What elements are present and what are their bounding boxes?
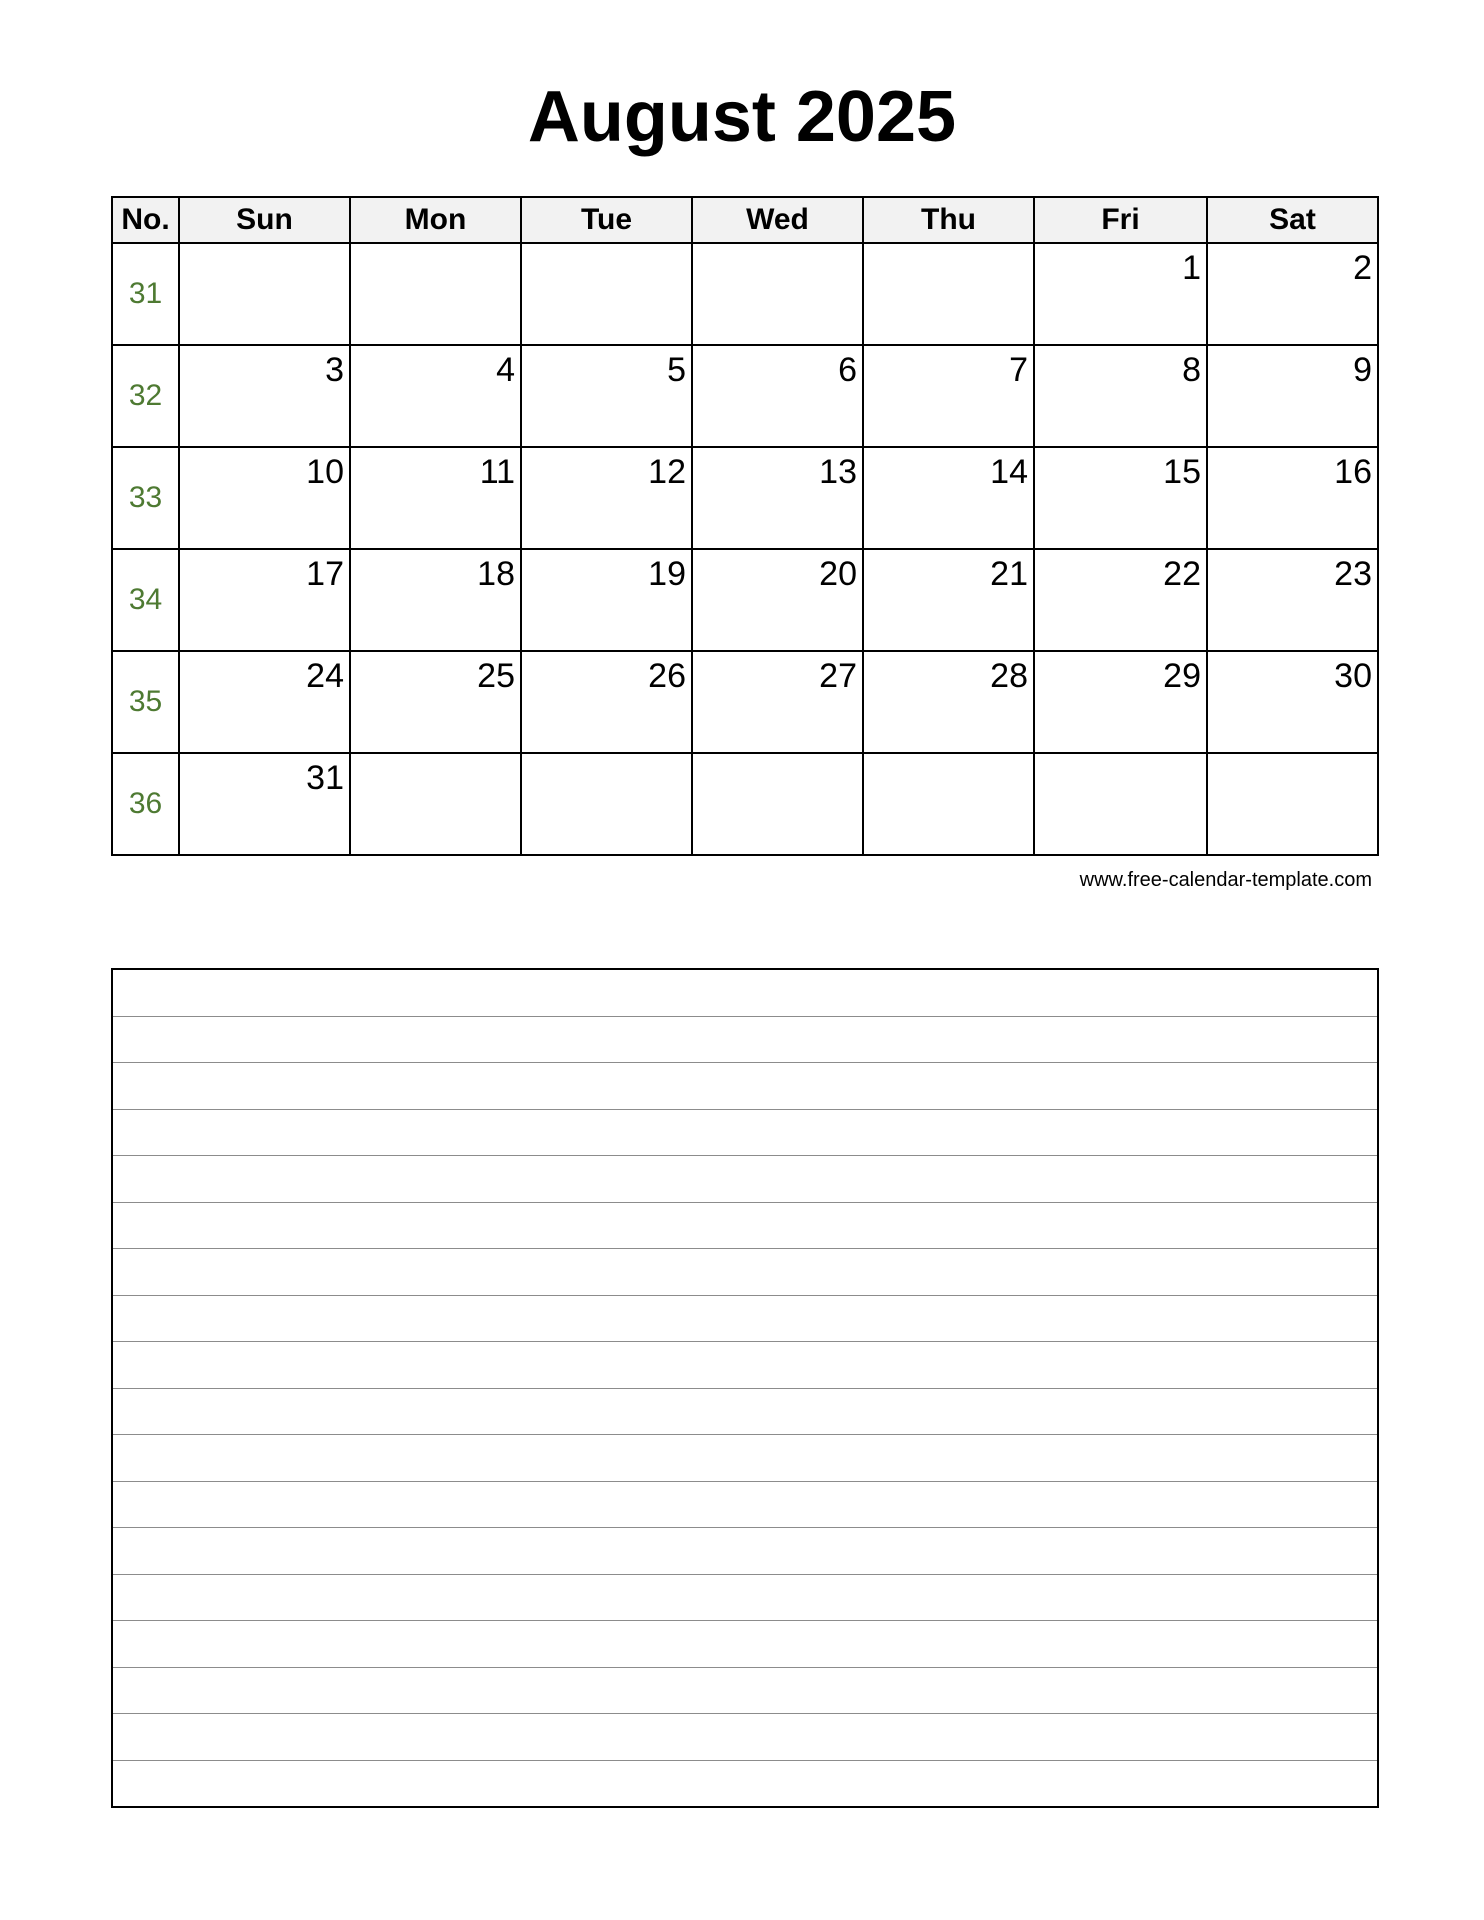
notes-rule-line	[113, 1248, 1377, 1249]
day-cell[interactable]	[863, 447, 1034, 549]
day-cell[interactable]	[1034, 243, 1207, 345]
website-credit: www.free-calendar-template.com	[1079, 869, 1372, 891]
day-number: 7	[1009, 351, 1028, 389]
day-cell[interactable]	[1207, 243, 1378, 345]
day-cell[interactable]	[179, 549, 350, 651]
day-number: 16	[1334, 453, 1372, 491]
day-cell[interactable]	[1034, 651, 1207, 753]
weekday-header-tue: Tue	[521, 197, 692, 243]
week-row	[112, 447, 1378, 549]
notes-rule-line	[113, 1574, 1377, 1575]
day-cell[interactable]	[350, 345, 521, 447]
day-number	[180, 244, 349, 248]
day-cell[interactable]	[863, 753, 1034, 855]
day-number: 5	[667, 351, 686, 389]
day-cell[interactable]	[179, 753, 350, 855]
week-number-header: No.	[112, 197, 179, 243]
day-cell[interactable]	[1207, 447, 1378, 549]
day-number: 30	[1334, 657, 1372, 695]
notes-rule-line	[113, 1388, 1377, 1389]
day-cell[interactable]	[350, 243, 521, 345]
day-number	[864, 754, 1033, 758]
notes-rule-line	[113, 1667, 1377, 1668]
weekday-header-wed: Wed	[692, 197, 863, 243]
day-number	[351, 754, 520, 758]
day-number	[351, 244, 520, 248]
day-number	[693, 244, 862, 248]
day-number: 8	[1182, 351, 1201, 389]
day-number: 14	[990, 453, 1028, 491]
weekday-header-mon: Mon	[350, 197, 521, 243]
day-cell[interactable]	[179, 345, 350, 447]
day-cell[interactable]	[521, 345, 692, 447]
day-number: 31	[306, 759, 344, 797]
day-cell[interactable]	[1207, 549, 1378, 651]
day-cell[interactable]	[521, 549, 692, 651]
day-cell[interactable]	[1034, 549, 1207, 651]
day-number: 17	[306, 555, 344, 593]
day-number	[1035, 754, 1206, 758]
week-number: 31	[112, 243, 179, 345]
day-number: 13	[819, 453, 857, 491]
day-number: 21	[990, 555, 1028, 593]
day-cell[interactable]	[350, 651, 521, 753]
day-cell[interactable]	[692, 243, 863, 345]
day-cell[interactable]	[179, 243, 350, 345]
week-number: 35	[112, 651, 179, 753]
day-number: 6	[838, 351, 857, 389]
day-cell[interactable]	[350, 549, 521, 651]
day-cell[interactable]	[863, 243, 1034, 345]
day-number: 24	[306, 657, 344, 695]
week-number: 34	[112, 549, 179, 651]
day-cell[interactable]	[1207, 651, 1378, 753]
day-cell[interactable]	[692, 651, 863, 753]
day-number: 9	[1353, 351, 1372, 389]
day-cell[interactable]	[521, 447, 692, 549]
day-cell[interactable]	[521, 651, 692, 753]
day-cell[interactable]	[863, 549, 1034, 651]
week-row	[112, 753, 1378, 855]
notes-area[interactable]	[111, 968, 1379, 1808]
calendar-grid	[111, 196, 1379, 856]
week-row	[112, 345, 1378, 447]
day-cell[interactable]	[1034, 753, 1207, 855]
day-cell[interactable]	[863, 651, 1034, 753]
calendar-title: August 2025	[527, 77, 957, 157]
day-number: 27	[819, 657, 857, 695]
weekday-header-row	[112, 197, 1378, 243]
day-cell[interactable]	[692, 447, 863, 549]
notes-rule-line	[113, 1202, 1377, 1203]
week-number: 32	[112, 345, 179, 447]
day-number: 18	[477, 555, 515, 593]
weekday-header-thu: Thu	[863, 197, 1034, 243]
day-cell[interactable]	[863, 345, 1034, 447]
day-cell[interactable]	[692, 549, 863, 651]
day-cell[interactable]	[692, 753, 863, 855]
day-number	[1208, 754, 1377, 758]
weekday-header-sat: Sat	[1207, 197, 1378, 243]
day-number: 15	[1163, 453, 1201, 491]
day-cell[interactable]	[350, 447, 521, 549]
day-cell[interactable]	[521, 243, 692, 345]
weekday-header-fri: Fri	[1034, 197, 1207, 243]
day-number: 2	[1353, 249, 1372, 287]
day-number: 10	[306, 453, 344, 491]
week-row	[112, 651, 1378, 753]
day-number: 22	[1163, 555, 1201, 593]
day-number: 12	[648, 453, 686, 491]
day-cell[interactable]	[1034, 345, 1207, 447]
day-number: 29	[1163, 657, 1201, 695]
notes-rule-line	[113, 1109, 1377, 1110]
day-number: 26	[648, 657, 686, 695]
notes-rule-line	[113, 1713, 1377, 1714]
day-cell[interactable]	[350, 753, 521, 855]
day-number	[522, 754, 691, 758]
week-number: 36	[112, 753, 179, 855]
notes-rule-line	[113, 1062, 1377, 1063]
day-number: 20	[819, 555, 857, 593]
notes-rule-line	[113, 1620, 1377, 1621]
day-cell[interactable]	[1207, 345, 1378, 447]
notes-rule-line	[113, 1295, 1377, 1296]
day-cell[interactable]	[521, 753, 692, 855]
week-number: 33	[112, 447, 179, 549]
notes-rule-line	[113, 1481, 1377, 1482]
weekday-header-sun: Sun	[179, 197, 350, 243]
day-number: 19	[648, 555, 686, 593]
day-number: 4	[496, 351, 515, 389]
day-number	[522, 244, 691, 248]
day-number	[864, 244, 1033, 248]
week-row	[112, 549, 1378, 651]
notes-rule-line	[113, 1155, 1377, 1156]
day-cell[interactable]	[1034, 447, 1207, 549]
day-number: 28	[990, 657, 1028, 695]
day-cell[interactable]	[1207, 753, 1378, 855]
day-number: 23	[1334, 555, 1372, 593]
day-number: 3	[325, 351, 344, 389]
day-cell[interactable]	[179, 447, 350, 549]
notes-rule-line	[113, 1016, 1377, 1017]
day-number: 25	[477, 657, 515, 695]
notes-rule-line	[113, 1760, 1377, 1761]
day-number	[693, 754, 862, 758]
notes-rule-line	[113, 1434, 1377, 1435]
day-cell[interactable]	[692, 345, 863, 447]
day-cell[interactable]	[179, 651, 350, 753]
week-row	[112, 243, 1378, 345]
day-number: 11	[479, 453, 515, 491]
notes-rule-line	[113, 1341, 1377, 1342]
day-number: 1	[1182, 249, 1201, 287]
notes-rule-line	[113, 1527, 1377, 1528]
